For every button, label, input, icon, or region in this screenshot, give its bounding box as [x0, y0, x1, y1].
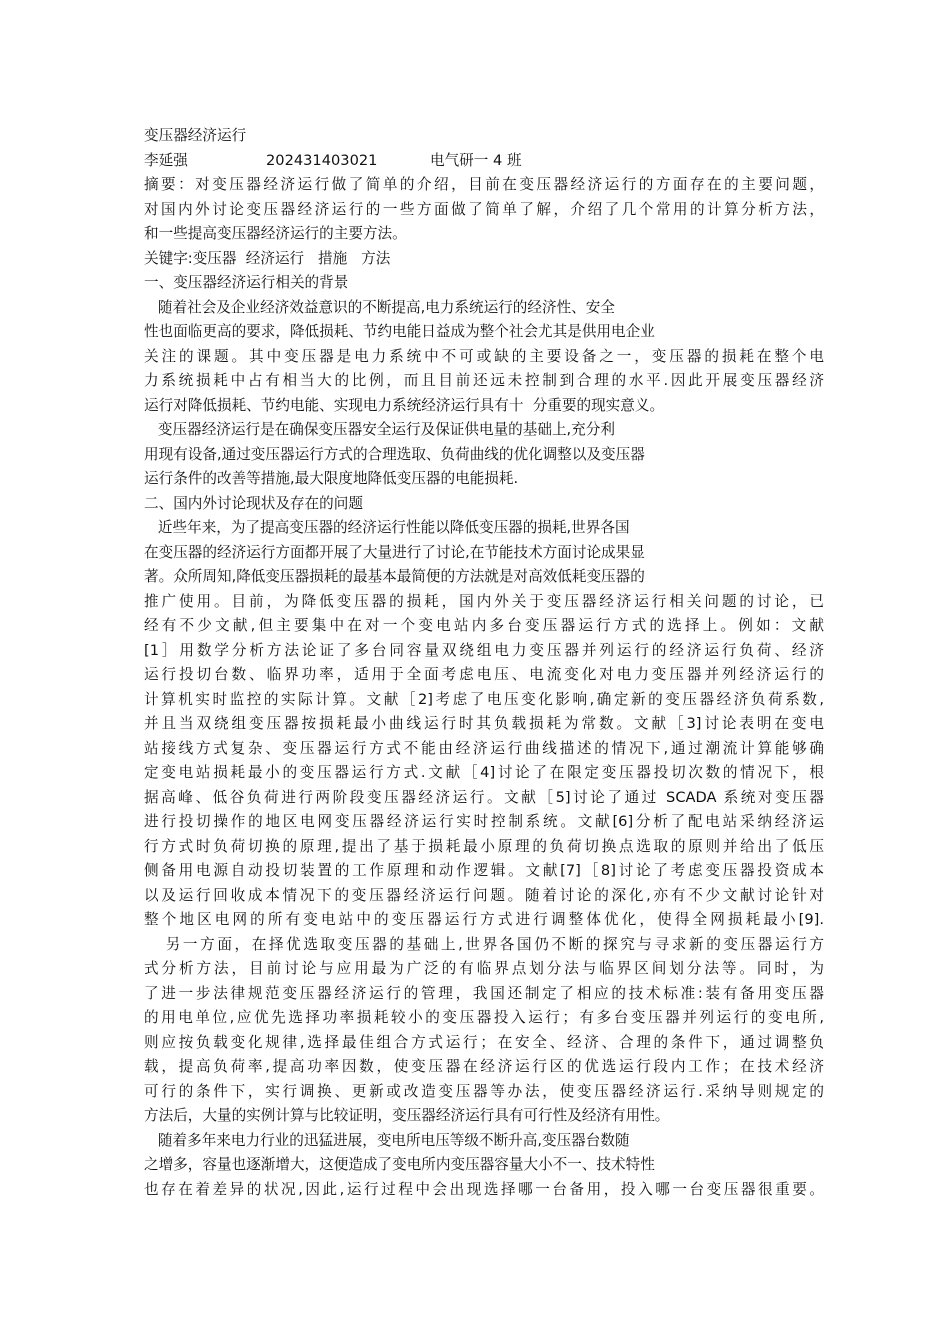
body-line: [1］用数学分析方法论证了多台同容量双绕组电力变压器并列运行的经济运行负荷、经济: [144, 641, 824, 659]
body-line: 著。众所周知,降低变压器损耗的最基本最简便的方法就是对高效低耗变压器的: [144, 568, 645, 585]
body-line: 关注的课题。其中变压器是电力系统中不可或缺的主要设备之一，变压器的损耗在整个电: [144, 347, 824, 365]
body-line: 据高峰、低谷负荷进行两阶段变压器经济运行。文献［5]讨论了通过 SCADA 系统对变压器: [144, 788, 824, 806]
body-line: 定变电站损耗最小的变压器运行方式.文献［4]讨论了在限定变压器投切次数的情况下，根: [144, 764, 824, 781]
document-body: [144, 173, 824, 1202]
author-name: 李延强: [144, 151, 188, 169]
body-line: 并且当双绕组变压器按损耗最小曲线运行时其负载损耗为常数。文献［3]讨论表明在变电: [144, 715, 824, 732]
body-line: 摘要：对变压器经济运行做了简单的介绍，目前在变压器经济运行的方面存在的主要问题，: [144, 176, 824, 193]
body-line: 性也面临更高的要求，降低损耗、节约电能日益成为整个社会尤其是供用电企业: [144, 323, 655, 340]
body-line: 运行条件的改善等措施,最大限度地降低变压器的电能损耗.: [144, 470, 519, 487]
body-line: 随着社会及企业经济效益意识的不断提高,电力系统运行的经济性、安全: [144, 298, 615, 316]
body-line: 的用电单位,应优先选择功率损耗较小的变压器投入运行；有多台变压器并列运行的变电所,: [144, 1009, 824, 1026]
body-line: 另一方面，在择优选取变压器的基础上,世界各国仍不断的探究与寻求新的变压器运行方: [144, 935, 824, 953]
body-line: 二、国内外讨论现状及存在的问题: [144, 494, 363, 512]
body-line: 经有不少文献,但主要集中在对一个变电站内多台变压器运行方式的选择上。例如：文献: [144, 617, 824, 634]
body-line: 在变压器的经济运行方面都开展了大量进行了讨论,在节能技术方面讨论成果显: [144, 543, 645, 561]
body-line: 式分析方法，目前讨论与应用最为广泛的有临界点划分法与临界区间划分法等。同时，为: [144, 960, 824, 977]
body-line: 侧备用电源自动投切装置的工作原理和动作逻辑。文献[7]［8]讨论了考虑变压器投资成本: [144, 862, 824, 879]
body-line: 以及运行回收成本情况下的变压器经济运行问题。随着讨论的深化,亦有不少文献讨论针对: [144, 886, 824, 904]
document-page: [144, 124, 824, 1202]
body-line: 计算机实时监控的实际计算。文献［2]考虑了电压变化影响,确定新的变压器经济负荷系数,: [144, 690, 824, 708]
body-line: 运行投切台数、临界功率，适用于全面考虑电压、电流变化对电力变压器并列经济运行的: [144, 666, 824, 683]
body-line: 之增多，容量也逐渐增大，这便造成了变电所内变压器容量大小不一、技术特性: [144, 1156, 655, 1173]
body-line: 和一些提高变压器经济运行的主要方法。: [144, 225, 407, 242]
body-line: 可行的条件下，实行调换、更新或改造变压器等办法，使变压器经济运行.采纳导则规定的: [144, 1082, 824, 1100]
body-line: 随着多年来电力行业的迅猛进展，变电所电压等级不断升高,变压器台数随: [144, 1131, 630, 1149]
body-line: 载，提高负荷率,提高功率因数，使变压器在经济运行区的优选运行段内工作；在技术经济: [144, 1058, 824, 1075]
body-line: 运行对降低损耗、节约电能、实现电力系统经济运行具有十 分重要的现实意义。: [144, 396, 665, 414]
body-line: 用现有设备,通过变压器运行方式的合理选取、负荷曲线的优化调整以及变压器: [144, 445, 645, 463]
body-line: 进行投切操作的地区电网变压器经济运行实时控制系统。文献[6]分析了配电站采纳经济运: [144, 813, 824, 830]
body-line: 整个地区电网的所有变电站中的变压器运行方式进行调整体优化，使得全网损耗最小[9].: [144, 911, 824, 928]
body-line: 一、变压器经济运行相关的背景: [144, 274, 349, 291]
author-line: [144, 149, 824, 174]
class-name: 电气研一 4 班: [430, 151, 522, 169]
body-line: 也存在着差异的状况,因此,运行过程中会出现选择哪一台备用，投入哪一台变压器很重要。: [144, 1180, 824, 1198]
body-line: 近些年来，为了提高变压器的经济运行性能以降低变压器的损耗,世界各国: [144, 519, 630, 536]
body-line: 则应按负载变化规律,选择最佳组合方式运行；在安全、经济、合理的条件下，通过调整负: [144, 1033, 824, 1051]
body-line: 对国内外讨论变压器经济运行的一些方面做了简单了解，介绍了几个常用的计算分析方法，: [144, 200, 824, 218]
body-line: 变压器经济运行是在确保变压器安全运行及保证供电量的基础上,充分利: [144, 421, 615, 438]
body-line: 了进一步法律规范变压器经济运行的管理，我国还制定了相应的技术标准:装有备用变压器: [144, 984, 824, 1002]
body-line: 行方式时负荷切换的原理,提出了基于损耗最小原理的负荷切换点选取的原则并给出了低压: [144, 837, 824, 855]
body-line: 推广使用。目前，为降低变压器的损耗，国内外关于变压器经济运行相关问题的讨论，已: [144, 592, 824, 610]
body-line: 关键字:变压器 经济运行 措施 方法: [144, 249, 391, 267]
body-line: 方法后，大量的实例计算与比较证明，变压器经济运行具有可行性及经济有用性。: [144, 1107, 670, 1124]
body-line: 力系统损耗中占有相当大的比例，而且目前还远未控制到合理的水平.因此开展变压器经济: [144, 372, 824, 389]
body-line: 站接线方式复杂、变压器运行方式不能由经济运行曲线描述的情况下,通过潮流计算能够确: [144, 739, 824, 757]
student-id: 202431403021: [266, 151, 378, 169]
doc-title: 变压器经济运行: [144, 127, 247, 144]
